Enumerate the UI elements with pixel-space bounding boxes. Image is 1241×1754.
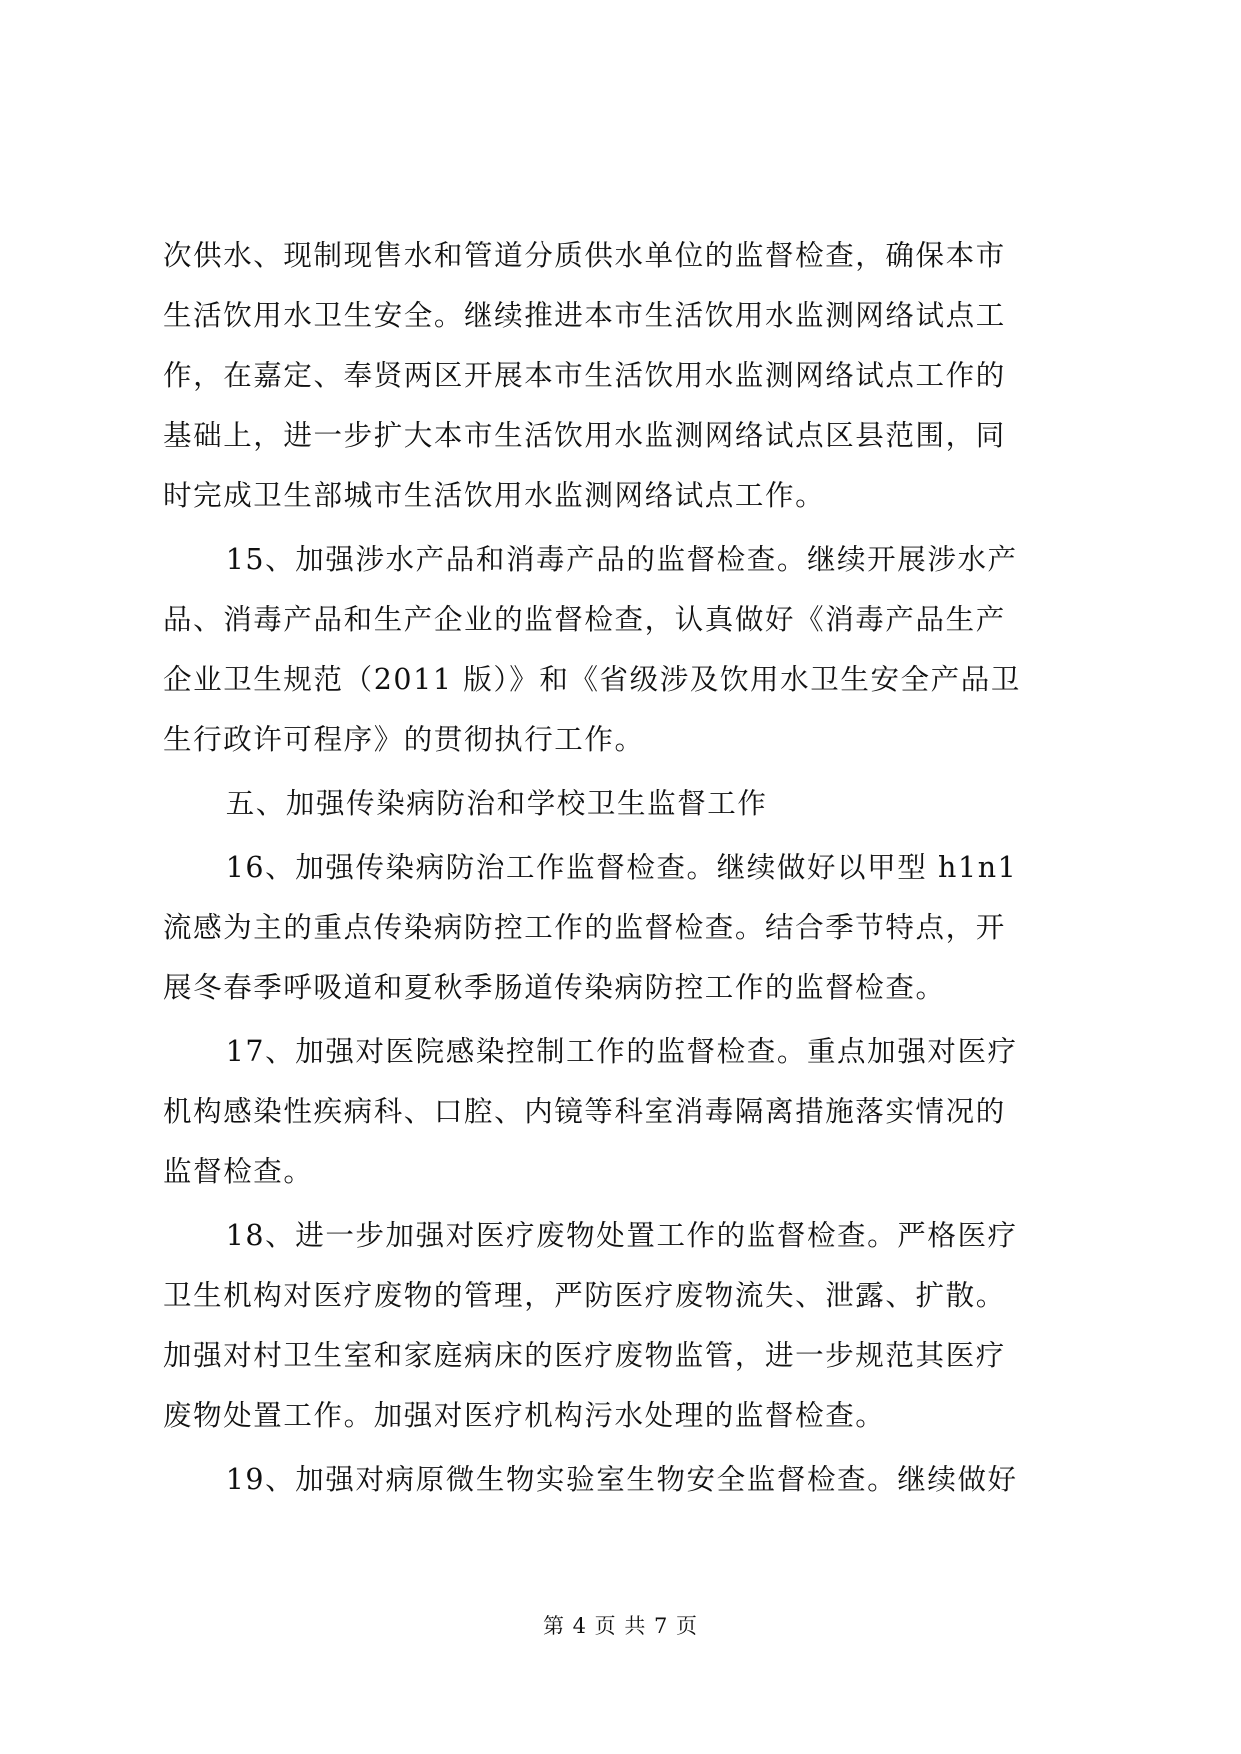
text-line: 17、加强对医院感染控制工作的监督检查。重点加强对医疗 [225,1035,1018,1068]
text-line: 生活饮用水卫生安全。继续推进本市生活饮用水监测网络试点工 [163,299,1006,332]
text-line: 19、加强对病原微生物实验室生物安全监督检查。继续做好 [225,1463,1018,1496]
page-footer: 第 4 页 共 7 页 [542,1614,699,1638]
paragraph [163,226,1083,526]
paragraph [163,1022,1083,1202]
text-line: 次供水、现制现售水和管道分质供水单位的监督检查，确保本市 [163,239,1006,272]
text-line: 监督检查。 [163,1155,314,1188]
document-body [163,226,1083,1514]
text-line: 流感为主的重点传染病防控工作的监督检查。结合季节特点，开 [163,911,1006,944]
paragraph [163,1450,1083,1510]
text-line: 作，在嘉定、奉贤两区开展本市生活饮用水监测网络试点工作的 [163,359,1006,392]
text-line: 加强对村卫生室和家庭病床的医疗废物监管，进一步规范其医疗 [163,1339,1006,1372]
text-line: 机构感染性疾病科、口腔、内镜等科室消毒隔离措施落实情况的 [163,1095,1006,1128]
text-line: 18、进一步加强对医疗废物处置工作的监督检查。严格医疗 [225,1219,1018,1252]
paragraph [163,838,1083,1018]
text-line: 废物处置工作。加强对医疗机构污水处理的监督检查。 [163,1399,886,1432]
text-line: 品、消毒产品和生产企业的监督检查，认真做好《消毒产品生产 [163,603,1006,636]
text-line: 生行政许可程序》的贯彻执行工作。 [163,723,645,756]
paragraph [163,530,1083,770]
text-line: 企业卫生规范（2011 版）》和《省级涉及饮用水卫生安全产品卫 [163,663,1021,696]
paragraph [163,774,1083,834]
text-line: 基础上，进一步扩大本市生活饮用水监测网络试点区县范围，同 [163,419,1006,452]
text-line: 五、加强传染病防治和学校卫生监督工作 [225,787,768,820]
text-line: 时完成卫生部城市生活饮用水监测网络试点工作。 [163,479,826,512]
text-line: 15、加强涉水产品和消毒产品的监督检查。继续开展涉水产 [225,543,1018,576]
text-line: 展冬春季呼吸道和夏秋季肠道传染病防控工作的监督检查。 [163,971,946,1004]
paragraph [163,1206,1083,1446]
text-line: 卫生机构对医疗废物的管理，严防医疗废物流失、泄露、扩散。 [163,1279,1006,1312]
text-line: 16、加强传染病防治工作监督检查。继续做好以甲型 h1n1 [225,851,1018,884]
